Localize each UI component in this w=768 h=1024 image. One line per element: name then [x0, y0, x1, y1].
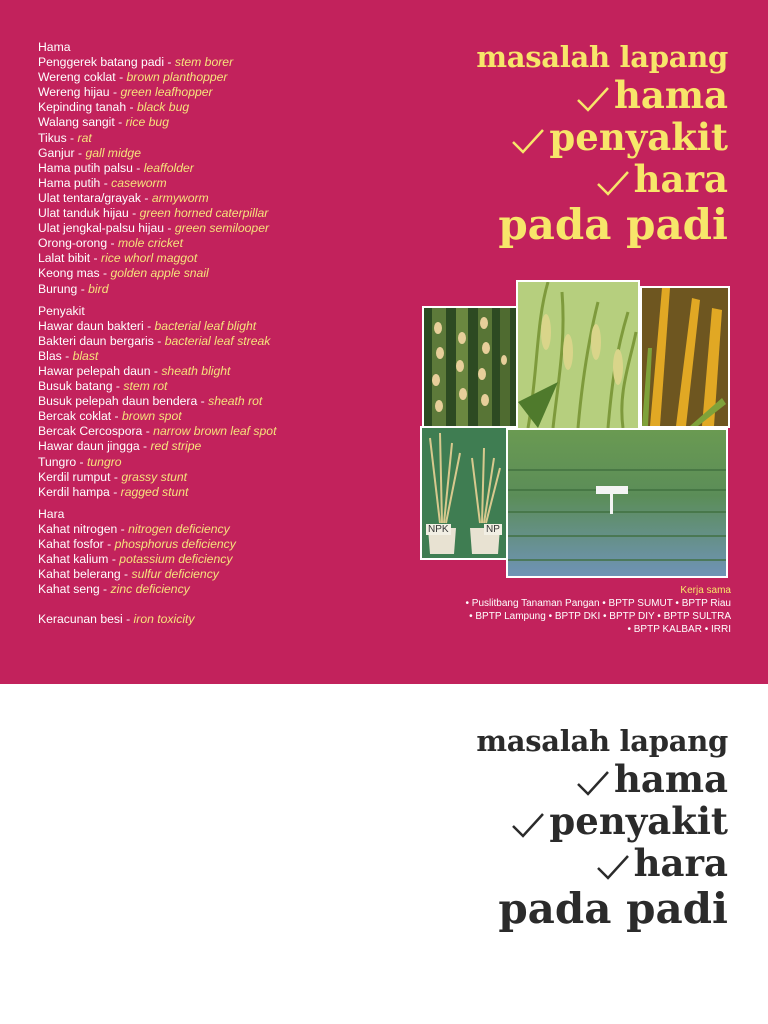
section-heading: Hara [38, 506, 65, 521]
list-item: Hama putih palsu - leaffolder [38, 160, 194, 175]
list-item: Keong mas - golden apple snail [38, 266, 209, 281]
photo-rice-panicles [516, 280, 640, 430]
list-item: Kerdil rumput - grassy stunt [38, 469, 188, 484]
list-item: Penggerek batang padi - stem borer [38, 55, 234, 70]
checkmark-icon [596, 853, 630, 881]
list-item: Wereng coklat - brown planthopper [38, 70, 228, 85]
list-item: Busuk pelepah daun bendera - sheath rot [38, 394, 263, 409]
credits-line: • BPTP KALBAR • IRRI [627, 624, 731, 635]
credits-line: • BPTP Lampung • BPTP DKI • BPTP DIY • BPTP SULTRA [469, 611, 731, 622]
section-hama [38, 40, 418, 297]
title-line-masalah-lapang: masalah lapang [476, 724, 728, 758]
list-item: Orong-orong - mole cricket [38, 236, 183, 251]
list-item: Kahat kalium - potassium deficiency [38, 552, 233, 567]
checkmark-icon [596, 169, 630, 197]
title-line-hama: hama [476, 758, 728, 800]
list-item: Hama putih - caseworm [38, 175, 167, 190]
title-line-penyakit: penyakit [476, 800, 728, 842]
insect-photo-illustration [424, 308, 516, 426]
list-item: Kahat seng - zinc deficiency [38, 582, 190, 597]
list-item: Tikus - rat [38, 130, 92, 145]
title-line-masalah-lapang: masalah lapang [476, 40, 728, 74]
list-item: Ulat tanduk hijau - green horned caterpillar [38, 206, 269, 221]
pot-photo-illustration [422, 428, 506, 558]
list-item: Hawar daun bakteri - bacterial leaf blight [38, 318, 257, 333]
list-item: Bercak coklat - brown spot [38, 409, 182, 424]
list-item: Kahat nitrogen - nitrogen deficiency [38, 521, 230, 536]
title-repeat [476, 724, 728, 934]
list-item: Ulat tentara/grayak - armyworm [38, 190, 209, 205]
title-line-pada-padi: pada padi [498, 200, 728, 249]
section-hara [38, 507, 418, 628]
list-item: Bakteri daun bergaris - bacterial leaf streak [38, 333, 271, 348]
pot-label-npk: NPK [428, 524, 449, 535]
checkmark-icon [576, 769, 610, 797]
photo-rice-field [506, 428, 728, 578]
list-item: Kahat fosfor - phosphorus deficiency [38, 537, 236, 551]
spacer [38, 597, 418, 612]
panicle-photo-illustration [518, 282, 638, 428]
list-item: Keracunan besi - iron toxicity [38, 612, 195, 627]
photo-insects-on-stem [422, 306, 518, 428]
list-item: Kahat belerang - sulfur deficiency [38, 567, 219, 582]
section-heading: Penyakit [38, 303, 85, 318]
photo-potted-rice [420, 426, 508, 560]
checkmark-icon [511, 811, 545, 839]
credits [391, 584, 731, 636]
list-item: Wereng hijau - green leafhopper [38, 85, 213, 100]
list-item: Hawar daun jingga - red stripe [38, 439, 202, 454]
list-item: Burung - bird [38, 281, 109, 296]
photo-yellow-leaves [640, 286, 730, 428]
list-item: Ganjur - gall midge [38, 145, 141, 160]
title-line-hara: hara [476, 842, 728, 884]
list-item: Blas - blast [38, 348, 99, 363]
list-item: Walang sangit - rice bug [38, 115, 169, 130]
title-line-hara: hara [476, 158, 728, 200]
list-item: Kerdil hampa - ragged stunt [38, 484, 189, 499]
credits-line: • Puslitbang Tanaman Pangan • BPTP SUMUT • BPTP Riau [465, 598, 731, 609]
section-heading: Hama [38, 40, 71, 54]
cover-title [476, 40, 728, 250]
checkmark-icon [511, 127, 545, 155]
title-line-hama: hama [476, 74, 728, 116]
list-item: Kepinding tanah - black bug [38, 100, 190, 115]
list-item: Tungro - tungro [38, 454, 122, 469]
list-item: Hawar pelepah daun - sheath blight [38, 363, 231, 378]
credits-heading: Kerja sama [680, 585, 731, 596]
checkmark-icon [576, 85, 610, 113]
list-item: Bercak Cercospora - narrow brown leaf spot [38, 424, 277, 439]
title-line-penyakit: penyakit [476, 116, 728, 158]
section-penyakit [38, 304, 418, 500]
list-item: Ulat jengkal-palsu hijau - green semilooper [38, 221, 270, 236]
field-photo-illustration [508, 430, 726, 576]
title-line-pada-padi: pada padi [498, 884, 728, 933]
list-item: Lalat bibit - rice whorl maggot [38, 251, 198, 266]
list-item: Busuk batang - stem rot [38, 379, 168, 394]
leaf-photo-illustration [642, 288, 728, 426]
pot-label-np: NP [486, 524, 500, 535]
problem-list [38, 40, 418, 627]
